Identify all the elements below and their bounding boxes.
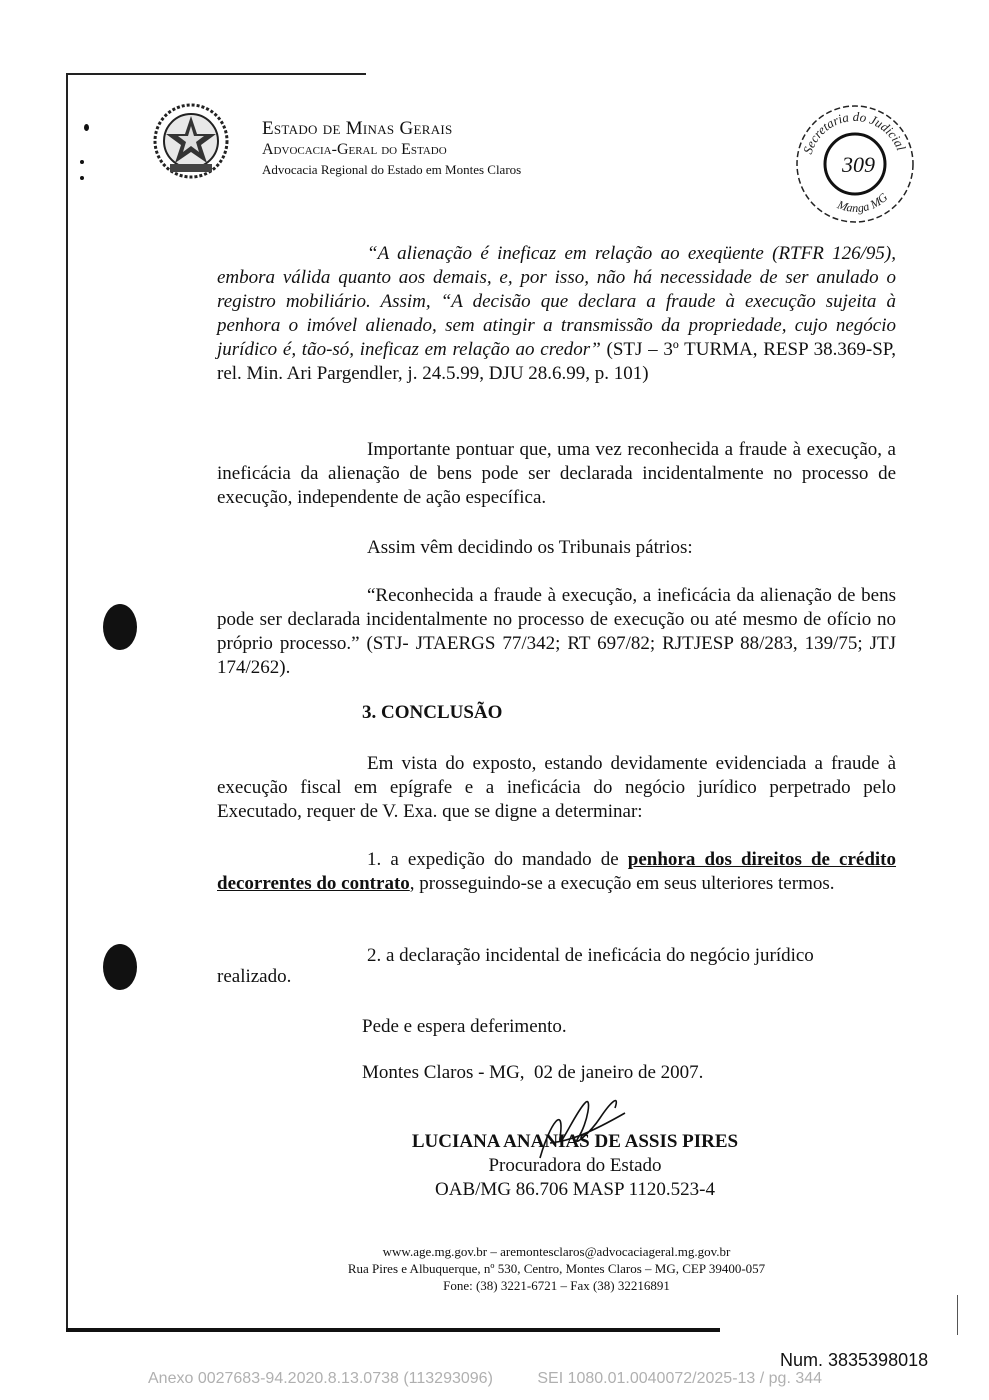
stamp-text-bottom: Manga MG	[835, 190, 891, 215]
item-2-line-1: 2. a declaração incidental de ineficácia do negócio jurídico	[367, 945, 814, 966]
signer-registration: OAB/MG 86.706 MASP 1120.523-4	[435, 1179, 715, 1200]
scan-speck	[80, 160, 84, 164]
place-date-line: Montes Claros - MG, 02 de janeiro de 2007.	[362, 1062, 704, 1083]
quote-1-italic: “A alienação é ineficaz em relação ao exeqüente (RTFR 126/95), embora válida quanto aos demais, e, por isso, não há necessidade de ser anulado o registro mobiliário. Assim, “A decisão que declara a fraude à execução sujeita à penhora o imóvel alienado, sem atingir a transmissão da propriedade, cujo negócio jurídico é, tão-só, ineficaz em relação ao credor”	[217, 243, 896, 360]
paragraph-tribunais-text: Assim vêm decidindo os Tribunais pátrios:	[367, 537, 693, 558]
header-regional: Advocacia Regional do Estado em Montes Claros	[262, 162, 522, 177]
request-item-2	[217, 944, 896, 968]
letterhead-footer	[217, 1243, 896, 1294]
paragraph-importante-text: Importante pontuar que, uma vez reconhecida a fraude à execução, a ineficácia da alienação de bens pode ser declarada incidentalmente no processo de execução, independente de ação específica.	[217, 439, 896, 508]
section-heading-conclusao: 3. CONCLUSÃO	[362, 702, 503, 723]
item-1-post: , prosseguindo-se a execução em seus ulteriores termos.	[409, 873, 835, 894]
punch-hole	[103, 604, 137, 650]
footer-phone: Fone: (38) 3221-6721 – Fax (38) 32216891	[443, 1278, 670, 1293]
signer-name: LUCIANA ANANIAS DE ASSIS PIRES	[411, 1131, 739, 1152]
item-1-emphasis: penhora dos direitos de crédito decorrentes do contrato	[217, 849, 897, 894]
paragraph-conclusion	[217, 752, 896, 824]
punch-hole	[103, 944, 137, 990]
closing-line: Pede e espera deferimento.	[362, 1016, 567, 1037]
header-state: Estado de Minas Gerais	[262, 118, 453, 139]
paragraph-tribunais	[217, 536, 896, 560]
document-number: Num. 3835398018	[780, 1350, 929, 1370]
right-edge-mark	[957, 1295, 958, 1335]
footer-web-email: www.age.mg.gov.br – aremontesclaros@advocaciageral.mg.gov.br	[382, 1244, 731, 1259]
quote-1-reference: (STJ – 3º TURMA, RESP 38.369-SP, rel. Min. Ari Pargendler, j. 24.5.99, DJU 28.6.99, p. 101)	[217, 339, 897, 384]
paragraph-conclusion-text: Em vista do exposto, estando devidamente evidenciada a fraude à execução fiscal em epígrafe e a ineficácia do negócio jurídico perpetrado pelo Executado, requer de V. Exa. que se digne a determinar:	[217, 753, 896, 822]
item-1-pre: 1. a expedição do mandado de	[367, 849, 619, 870]
bottom-border-line	[66, 1328, 720, 1332]
annex-reference: Anexo 0027683-94.2020.8.13.0738 (113293096) SEI 1080.01.0040072/2025-13 / pg. 344	[148, 1370, 823, 1387]
coat-of-arms-icon	[152, 102, 230, 180]
item-2-line-2: realizado.	[217, 966, 292, 987]
quote-1	[217, 242, 896, 386]
svg-text:Secretaria do Judicial	[800, 109, 909, 156]
scan-speck	[80, 176, 84, 180]
paragraph-importante	[217, 438, 896, 510]
signature-block	[395, 1130, 755, 1202]
top-border-line	[66, 73, 366, 75]
stamp-text-top: Secretaria do Judicial	[799, 108, 909, 156]
header-agency: Advocacia-Geral do Estado	[262, 141, 447, 158]
signer-role: Procuradora do Estado	[488, 1155, 662, 1176]
stamp-page-number: 309	[842, 152, 875, 177]
footer-address: Rua Pires e Albuquerque, nº 530, Centro, Montes Claros – MG, CEP 39400-057	[347, 1261, 766, 1276]
court-stamp-seal	[790, 96, 920, 226]
request-item-1	[217, 848, 896, 896]
quote-2-text: “Reconhecida a fraude à execução, a ineficácia da alienação de bens pode ser declarada incidentalmente no processo de execução ou até mesmo de ofício no próprio processo.” (STJ- JTAERGS 77/342; RT 697/82; RJTJESP 88/283, 139/75; JTJ 174/262).	[217, 585, 896, 678]
left-border-line	[66, 73, 68, 1331]
scan-speck	[84, 124, 89, 131]
quote-2	[217, 584, 896, 680]
